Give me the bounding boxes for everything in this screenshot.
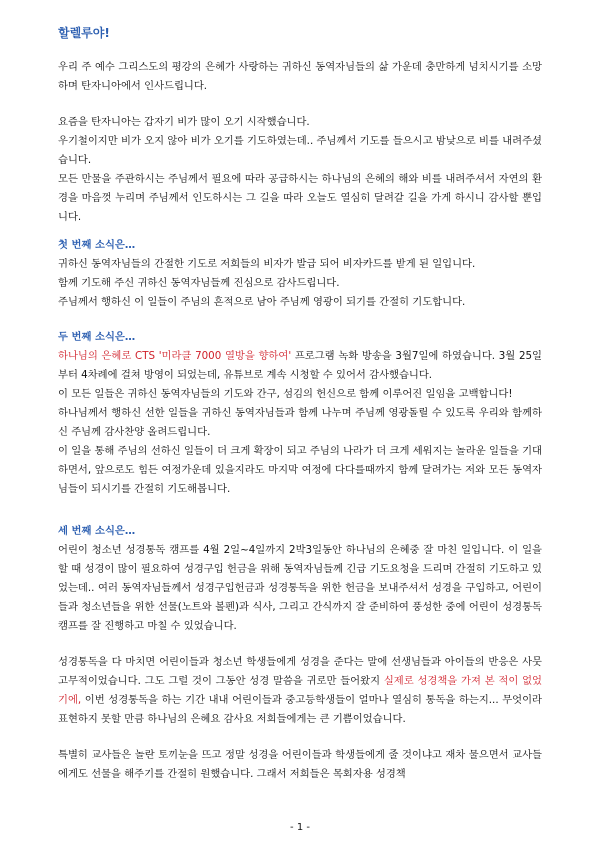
section-1-line: 귀하신 동역자님들의 간절한 기도로 저희들의 비자가 발급 되어 비자카드를 받게 된 일입니다. <box>58 258 476 270</box>
intro-line: 모든 만물을 주관하시는 주님께서 필요에 따라 공급하시는 하나님의 은혜의 해와 비를 내려주셔서 자연의 환경을 마음껏 누리며 주님께서 인도하시는 그 길을 따라 오늘도 열심히 달려갈 길을 가게 하시니 감사할 뿐입니다. <box>58 173 542 223</box>
section-2-line: 이 모든 일들은 귀하신 동역자님들의 기도와 간구, 섬김의 헌신으로 함께 이루어진 일임을 고백합니다! <box>58 388 513 400</box>
section-2-highlight: 하나님의 은혜로 CTS '미라클 7000 열방을 향하여' <box>58 350 292 362</box>
section-3-heading: 세 번째 소식은… <box>58 525 136 537</box>
section-3-text: 이번 성경통독을 하는 기간 내내 어린이들과 중고등학생들이 얼마나 열심히 통독을 하는지... 무엇이라 표현하지 못할 만큼 하나님의 은혜요 감사요 저희들에게는 큰 기쁨이었습니다. <box>58 694 542 725</box>
section-3-text: 성경통독을 다 마치면 어린이들과 청소년 학생들에게 성경을 준다는 말에 선생님들과 아이들의 반응은 사뭇 고무적이었습니다. 그도 그럴 것이 그동안 성경 말씀을 귀로만 들어왔지 <box>58 656 542 687</box>
section-2-line: 이 일을 통해 주님의 선하신 일들이 더 크게 확장이 되고 주님의 나라가 더 크게 세워지는 놀라운 일들을 기대하면서, 앞으로도 힘든 여정가운데 있을지라도 마지막 여정에 다다를때까지 함께 달려가는 저와 모든 동역자님들이 되시기를 간절히 기도해봅니다. <box>58 445 542 495</box>
section-2-heading: 두 번째 소식은… <box>58 331 136 343</box>
section-1-line: 주님께서 행하신 이 일들이 주님의 흔적으로 남아 주님께 영광이 되기를 간절히 기도합니다. <box>58 296 466 308</box>
section-2-line: 하나님께서 행하신 선한 일들을 귀하신 동역자님들과 함께 나누며 주님께 영광돌릴 수 있도록 우리와 함께하신 주님께 감사찬양 올려드립니다. <box>58 407 542 438</box>
section-3-paragraph-1: 어린이 청소년 성경통독 캠프를 4월 2일~4일까지 2박3일동안 하나님의 은혜중 잘 마친 일입니다. 이 일을 할 때 성경이 많이 필요하여 성경구입 헌금을 위해 동역자님들께 긴급 기도요청을 드리며 간절히 기도하고 있었는데.. 여러 동역자님들께서 성경구입헌금과 성경통독을 위한 헌금을 보내주셔서 성경을 구입하고, 어린이들과 청소년들을 위한 선물(노트와 볼펜)과 식사, 그리고 간식까지 잘 준비하여 풍성한 중에 어린이 성경통독 캠프를 잘 진행하고 마칠 수 있었습니다. <box>58 544 542 632</box>
intro-line: 요즘을 탄자니아는 갑자기 비가 많이 오기 시작했습니다. <box>58 116 310 128</box>
intro-paragraph: 우리 주 예수 그리스도의 평강의 은혜가 사랑하는 귀하신 동역자님들의 삶 가운데 충만하게 넘치시기를 소망하며 탄자니아에서 인사드립니다. <box>58 61 542 92</box>
intro-section <box>58 58 542 227</box>
section-3-highlight: 실제로 성경책을 가져 본 적이 없었기에, <box>58 675 542 706</box>
intro-line: 우기철이지만 비가 오지 않아 비가 오기를 기도하였는데.. 주님께서 기도를 들으시고 밤낮으로 비를 내려주셨습니다. <box>58 135 542 166</box>
section-1 <box>58 236 542 312</box>
section-3-paragraph-2 <box>58 653 542 729</box>
greeting: 할렐루야! <box>58 26 110 40</box>
page-number: - 1 - <box>290 822 310 833</box>
section-3-paragraph-3: 특별히 교사들은 놀란 토끼눈을 뜨고 정말 성경을 어린이들과 학생들에게 줄 것이냐고 재차 물으면서 교사들에게도 선물을 해주기를 간절히 원했습니다. 그래서 저희들은 목회자용 성경책 <box>58 749 542 780</box>
section-1-heading: 첫 번째 소식은… <box>58 239 136 251</box>
section-3 <box>58 522 542 784</box>
section-2 <box>58 328 542 499</box>
section-1-line: 함께 기도해 주신 귀하신 동역자님들께 진심으로 감사드립니다. <box>58 277 340 289</box>
section-2-paragraph <box>58 347 542 385</box>
section-2-text: 프로그램 녹화 방송을 3월7일에 하였습니다. 3월 25일부터 4차례에 걸쳐 방영이 되었는데, 유튜브로 계속 시청할 수 있어서 감사했습니다. <box>58 350 542 381</box>
